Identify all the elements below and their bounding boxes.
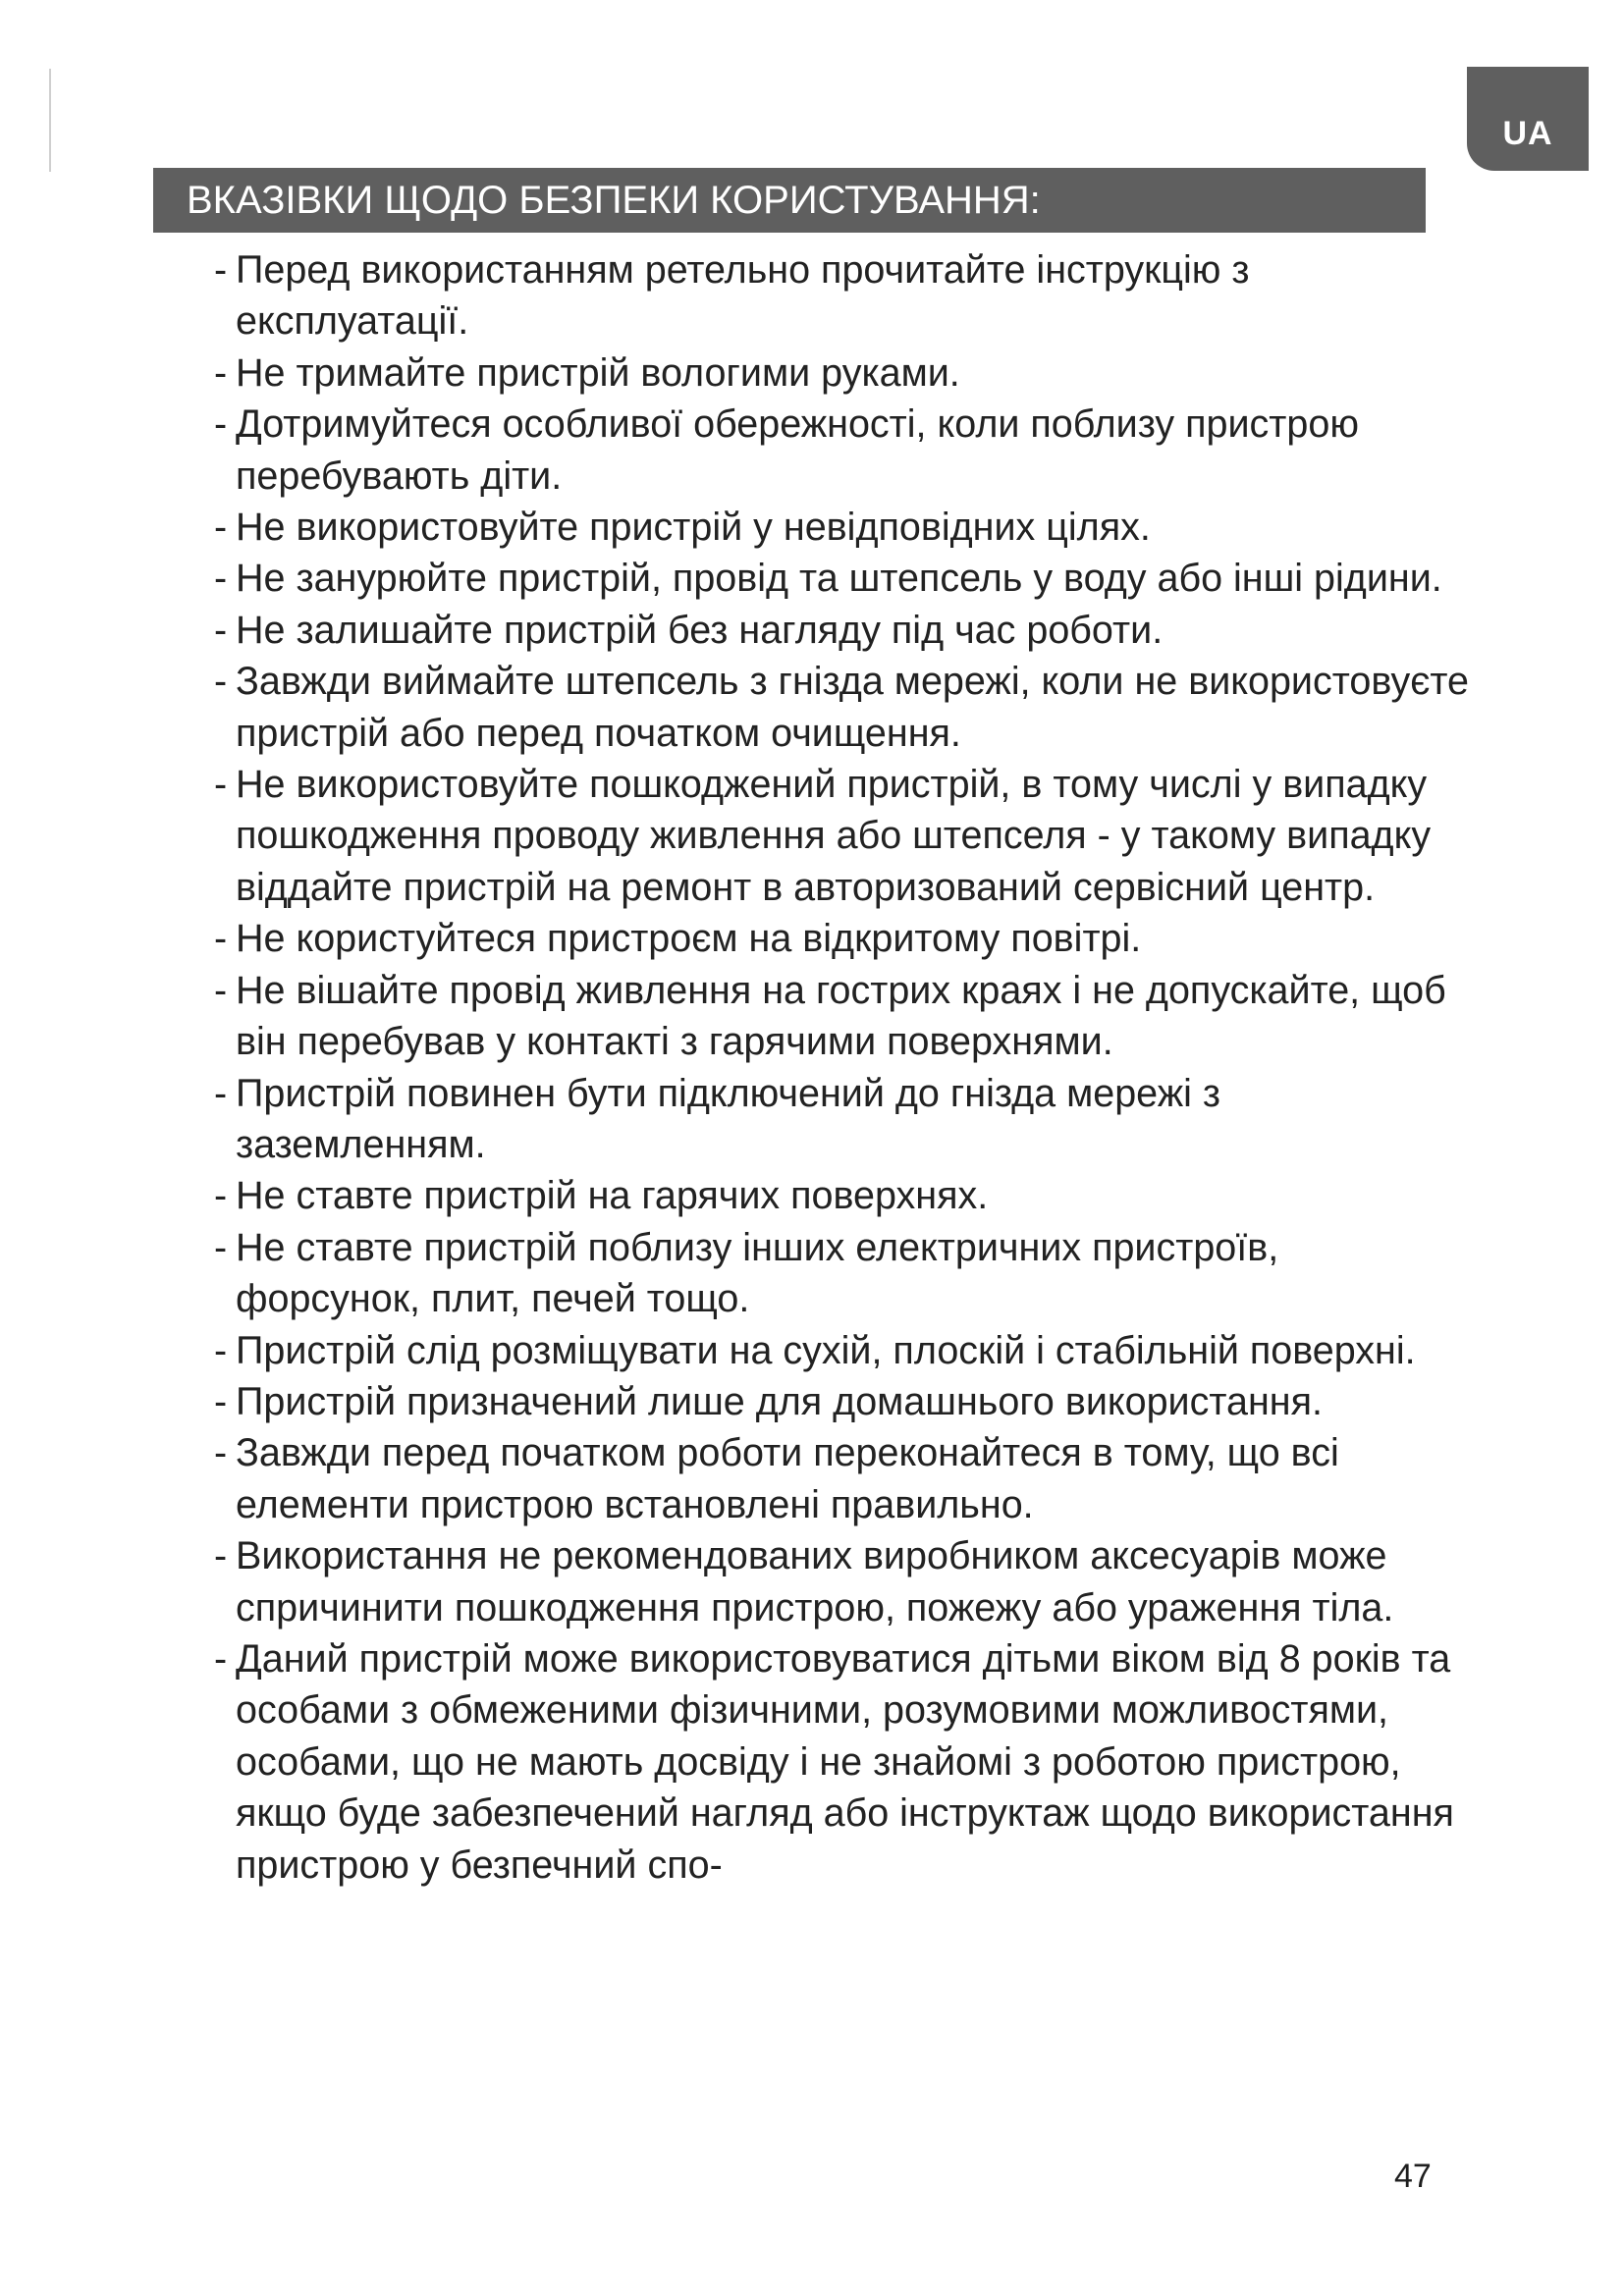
section-title-bar	[153, 168, 1426, 233]
page-number: 47	[1394, 2158, 1432, 2195]
safety-rule: - Пристрій призначений лише для домашнього використання.	[214, 1376, 1471, 1427]
margin-rule	[49, 69, 51, 172]
safety-rule: - Не ставте пристрій на гарячих поверхнях.	[214, 1170, 1471, 1221]
safety-rule: - Не користуйтеся пристроєм на відкритому повітрі.	[214, 913, 1471, 964]
safety-rule: - Дотримуйтеся особливої обережності, коли поблизу пристрою перебувають діти.	[214, 399, 1471, 502]
safety-rule: - Даний пристрій може використовуватися дітьми віком від 8 років та особами з обмеженими фізичними, розумовими можливостями, особами, що не мають досвіду і не знайомі з роботою пристрою, якщо буде забезпечений нагляд або інструктаж щодо використання пристрою у безпечний спо-	[214, 1633, 1471, 1891]
safety-rule: - Не ставте пристрій поблизу інших електричних пристроїв, форсунок, плит, печей тощо.	[214, 1222, 1471, 1325]
safety-rule: - Не занурюйте пристрій, провід та штепсель у воду або інші рідини.	[214, 553, 1471, 604]
safety-rule: - Пристрій повинен бути підключений до гнізда мережі з заземленням.	[214, 1068, 1471, 1171]
safety-rule: - Завжди виймайте штепсель з гнізда мережі, коли не використовуєте пристрій або перед початком очищення.	[214, 656, 1471, 759]
safety-rule: - Завжди перед початком роботи переконайтеся в тому, що всі елементи пристрою встановлені правильно.	[214, 1427, 1471, 1530]
safety-rule: - Не тримайте пристрій вологими руками.	[214, 347, 1471, 399]
safety-rule: - Перед використанням ретельно прочитайте інструкцію з експлуатації.	[214, 244, 1471, 347]
safety-rule: - Пристрій слід розміщувати на сухій, плоскій і стабільній поверхні.	[214, 1325, 1471, 1376]
safety-rule: - Не залишайте пристрій без нагляду під час роботи.	[214, 605, 1471, 656]
language-tab-label: UA	[1502, 115, 1553, 152]
safety-rules-list	[214, 244, 1471, 1891]
safety-rule: - Використання не рекомендованих виробником аксесуарів може спричинити пошкодження пристрою, пожежу або ураження тіла.	[214, 1530, 1471, 1633]
safety-rule: - Не вішайте провід живлення на гострих краях і не допускайте, щоб він перебував у контакті з гарячими поверхнями.	[214, 965, 1471, 1068]
language-tab	[1467, 67, 1589, 171]
safety-rule: - Не використовуйте пристрій у невідповідних цілях.	[214, 502, 1471, 553]
safety-rule: - Не використовуйте пошкоджений пристрій, в тому числі у випадку пошкодження проводу живлення або штепселя - у такому випадку віддайте пристрій на ремонт в авторизований сервісний центр.	[214, 759, 1471, 913]
section-title: ВКАЗІВКИ ЩОДО БЕЗПЕКИ КОРИСТУВАННЯ:	[187, 179, 1041, 222]
